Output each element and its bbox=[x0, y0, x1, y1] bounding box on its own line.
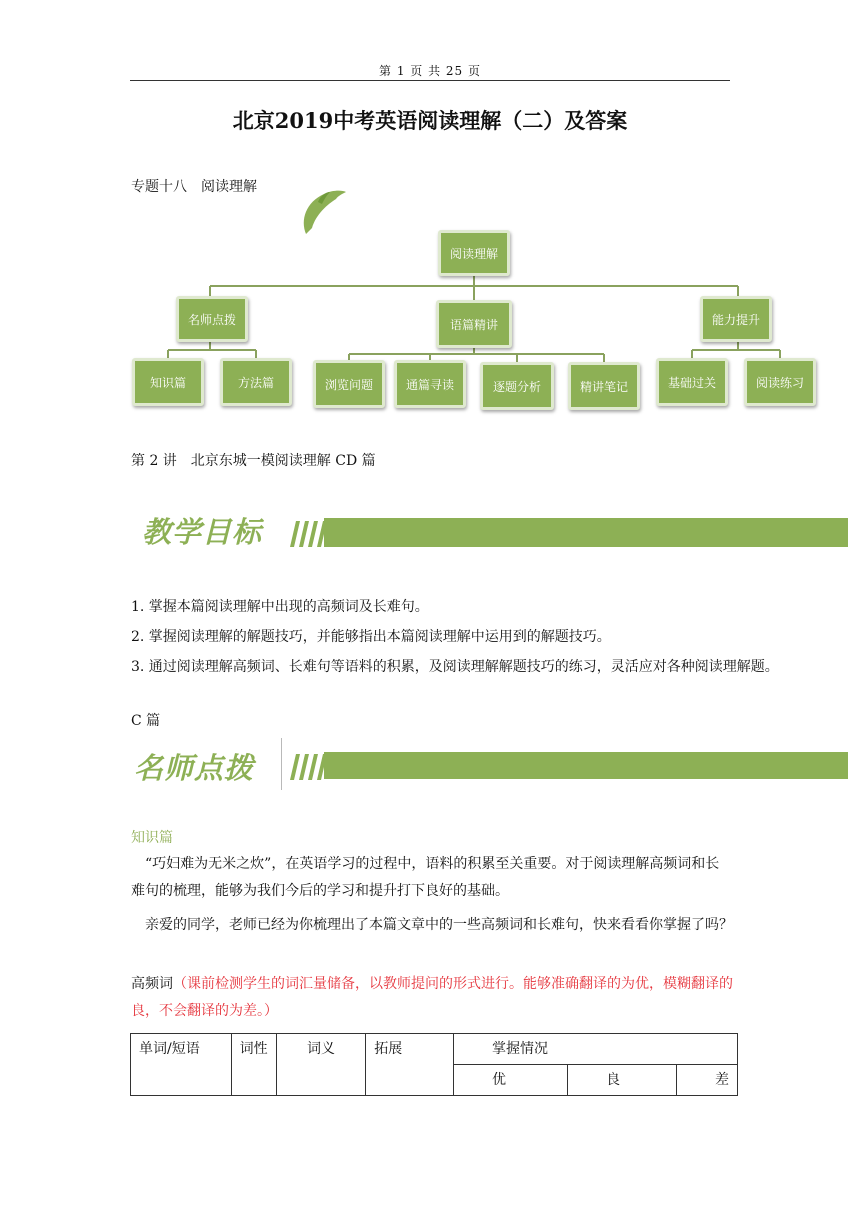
section-heading: C 篇 bbox=[131, 713, 161, 729]
vocab-table bbox=[130, 1033, 738, 1096]
table-subheader-cell: 优 bbox=[453, 1065, 567, 1096]
vocab-label: 高频词 bbox=[131, 976, 173, 992]
banner-stripe-decoration bbox=[284, 752, 850, 784]
vocab-note: （课前检测学生的词汇量储备，以教师提问的形式进行。能够准确翻译的为优，模糊翻译的良，不会翻译的为差。） bbox=[131, 976, 733, 1019]
intro-paragraph: 亲爱的同学，老师已经为你梳理出了本篇文章中的一些高频词和长难句，快来看看你掌握了吗？ bbox=[145, 917, 733, 933]
mindmap-leaf-node: 知识篇 bbox=[132, 358, 204, 406]
objective-item: 1. 掌握本篇阅读理解中出现的高频词及长难句。 bbox=[131, 599, 429, 615]
mindmap-branch-node: 语篇精讲 bbox=[436, 300, 512, 348]
mindmap-leaf-node: 基础过关 bbox=[656, 358, 728, 406]
mindmap-leaf-node: 逐题分析 bbox=[480, 362, 554, 410]
document-title: 北京2019中考英语阅读理解（二）及答案 bbox=[232, 108, 628, 133]
table-subheader-cell: 良 bbox=[568, 1065, 677, 1096]
banner-divider bbox=[281, 738, 282, 790]
mindmap-leaf-node: 精讲笔记 bbox=[568, 362, 640, 410]
lecture-title: 第 2 讲 北京东城一模阅读理解 CD 篇 bbox=[131, 453, 376, 469]
table-header-cell: 掌握情况 bbox=[453, 1034, 737, 1065]
mindmap-root-node: 阅读理解 bbox=[438, 230, 510, 276]
intro-paragraph: “巧妇难为无米之炊”，在英语学习的过程中，语料的积累至关重要。对于阅读理解高频词和长难句的梳理，能够为我们今后的学习和提升打下良好的基础。 bbox=[131, 856, 720, 899]
table-header-cell: 词义 bbox=[276, 1034, 365, 1096]
table-header-cell: 拓展 bbox=[366, 1034, 454, 1096]
table-header-cell: 单词/短语 bbox=[131, 1034, 232, 1096]
topic-label: 专题十八 阅读理解 bbox=[131, 179, 257, 195]
mindmap-leaf-node: 通篇寻读 bbox=[394, 360, 466, 408]
banner-teacher-tips: 名师点拨 bbox=[134, 751, 255, 785]
table-header-cell: 词性 bbox=[231, 1034, 276, 1096]
mindmap-leaf-node: 浏览问题 bbox=[313, 360, 385, 408]
knowledge-section-label: 知识篇 bbox=[131, 830, 173, 846]
table-row bbox=[131, 1034, 738, 1065]
vocab-heading bbox=[131, 971, 735, 1025]
mindmap-branch-node: 名师点拨 bbox=[176, 296, 248, 342]
mindmap-leaf-node: 阅读练习 bbox=[744, 358, 816, 406]
mindmap-lines bbox=[0, 0, 860, 420]
objective-item: 2. 掌握阅读理解的解题技巧，并能够指出本篇阅读理解中运用到的解题技巧。 bbox=[131, 629, 611, 645]
objective-item: 3. 通过阅读理解高频词、长难句等语料的积累，及阅读理解解题技巧的练习，灵活应对各种阅读理解题。 bbox=[131, 659, 779, 675]
table-subheader-cell: 差 bbox=[677, 1065, 738, 1096]
page-number-header: 第 1 页 共 25 页 bbox=[379, 64, 481, 78]
banner-stripe-decoration bbox=[284, 517, 850, 549]
mindmap-branch-node: 能力提升 bbox=[700, 296, 772, 342]
mindmap-leaf-node: 方法篇 bbox=[220, 358, 292, 406]
banner-teaching-goals: 教学目标 bbox=[142, 515, 263, 549]
